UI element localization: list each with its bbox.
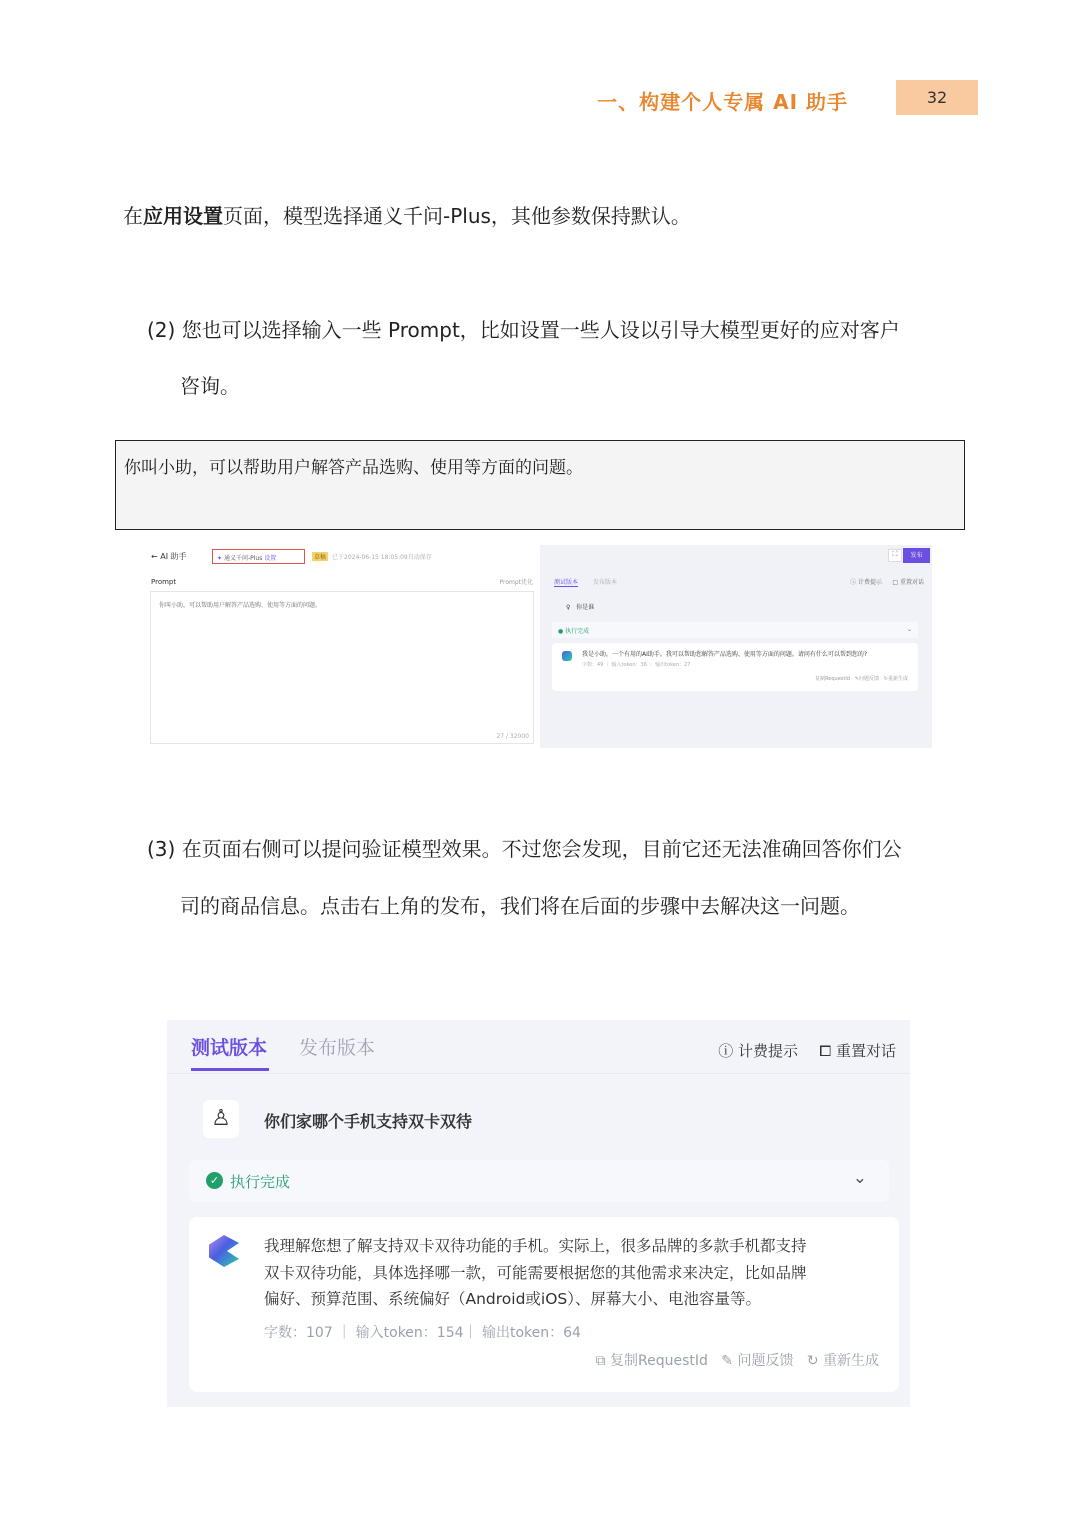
prompt-textarea[interactable]	[150, 591, 534, 744]
feedback-button[interactable]: 问题反馈	[859, 676, 880, 682]
answer-card	[189, 1217, 899, 1392]
tab-release[interactable]: 发布版本	[593, 579, 618, 586]
status-row[interactable]	[189, 1160, 889, 1202]
regen-label: 重新生成	[823, 1353, 879, 1369]
answer-text: 我是小助，一个有用的AI助手。我可以帮助您解答产品选购、使用等方面的问题。请问有什么可以帮到您的?	[582, 651, 868, 658]
app-title: AI 助手	[160, 552, 187, 561]
app-screenshot-small	[147, 545, 932, 748]
active-tab-indicator	[191, 1068, 269, 1071]
publish-button[interactable]: 发布	[903, 548, 930, 563]
paragraph-2-line1: (2) 您也可以选择输入一些 Prompt，比如设置一些人设以引导大模型更好的应对客户	[147, 318, 900, 342]
char-counter: 27 / 32000	[496, 733, 529, 740]
answer-stats: 字数：49 ｜ 输入token：36 ｜ 输出token：27	[582, 662, 691, 668]
prompt-example-box	[115, 440, 965, 530]
model-icon: ✦	[217, 555, 223, 562]
paragraph-2-line2: 咨询。	[180, 374, 240, 398]
reset-label: 重置对话	[835, 1042, 896, 1060]
text: 页面，模型选择通义千问-Plus，其他参数保持默认。	[223, 204, 691, 228]
reset-link[interactable]: □ 重置对话	[892, 579, 924, 586]
test-panel	[540, 545, 932, 748]
paragraph-3-line2: 司的商品信息。点击右上角的发布，我们将在后面的步骤中去解决这一问题。	[180, 894, 860, 918]
paragraph-1	[123, 200, 691, 229]
model-name: 通义千问-Plus	[223, 555, 263, 562]
back-title[interactable]: ← AI 助手	[151, 552, 187, 561]
reset-icon: ⧠	[819, 1042, 832, 1060]
status-text: 执行完成	[565, 628, 590, 635]
paragraph-3-line1: (3) 在页面右侧可以提问验证模型效果。不过您会发现，目前它还无法准确回答你们公	[147, 837, 902, 861]
prompt-optimize-link[interactable]: Prompt优化	[499, 579, 533, 586]
answer-stats: 字数：107 ｜ 输入token：154｜ 输出token：64	[264, 1325, 581, 1341]
tab-release[interactable]: 发布版本	[299, 1037, 376, 1059]
answer-line: 我理解您想了解支持双卡双待功能的手机。实际上，很多品牌的多款手机都支持	[264, 1237, 807, 1255]
user-question: 你们家哪个手机支持双卡双待	[264, 1112, 473, 1131]
prompt-text: 你叫小助，可以帮助用户解答产品选购、使用等方面的问题。	[124, 458, 583, 478]
billing-label: 计费提示	[737, 1042, 798, 1060]
divider	[167, 1073, 910, 1074]
billing-link[interactable]: ⓘ 计费提示	[850, 579, 882, 586]
billing-link[interactable]	[718, 1040, 798, 1061]
check-icon: ✓	[206, 1172, 223, 1189]
feedback-button[interactable]	[721, 1353, 793, 1369]
bold-text: 应用设置	[143, 204, 223, 228]
settings-link[interactable]: 设置	[264, 555, 277, 562]
answer-actions: 复制RequestId ✎问题反馈 ↻重新生成	[815, 676, 908, 682]
app-screenshot-large	[167, 1020, 910, 1407]
reset-label: 重置对话	[899, 579, 924, 586]
status-text: 执行完成	[230, 1173, 291, 1191]
info-icon: ⓘ	[718, 1042, 734, 1060]
check-icon: ●	[558, 628, 564, 635]
fullscreen-icon[interactable]: ⛶	[888, 549, 902, 562]
chevron-down-icon[interactable]: ⌄	[852, 1168, 867, 1188]
reset-link[interactable]	[819, 1040, 896, 1061]
copy-requestid-button[interactable]: 复制RequestId	[815, 676, 851, 682]
regenerate-button[interactable]	[807, 1353, 879, 1369]
prompt-panel	[147, 545, 537, 748]
answer-actions	[596, 1350, 879, 1370]
answer-card	[552, 643, 918, 691]
answer-line: 双卡双待功能，具体选择哪一款，可能需要根据您的其他需求来决定，比如品牌	[264, 1263, 807, 1282]
user-question	[566, 602, 594, 611]
input-tokens: 输入token：154	[355, 1325, 464, 1341]
assistant-logo-icon	[209, 1235, 239, 1267]
chevron-down-icon: ⌄	[906, 626, 912, 633]
feedback-label: 问题反馈	[737, 1353, 794, 1369]
model-selector[interactable]	[212, 549, 305, 564]
edit-icon: ✎	[721, 1353, 733, 1369]
autosave-text: 已于2024-06-15 18:05:09自动保存	[332, 554, 432, 561]
prompt-value: 你叫小助，可以帮助用户解答产品选购、使用等方面的问题。	[159, 602, 322, 609]
copy-requestid-button[interactable]	[596, 1353, 708, 1369]
copy-icon: ⧉	[595, 1353, 606, 1369]
output-tokens: 输出token：64	[481, 1325, 581, 1341]
refresh-icon: ↻	[806, 1353, 819, 1369]
copy-label: 复制RequestId	[610, 1353, 708, 1369]
regenerate-button[interactable]: 重新生成	[887, 676, 908, 682]
question-text: 你是谁	[576, 604, 595, 611]
assistant-logo-icon	[562, 651, 572, 661]
billing-label: 计费提示	[857, 579, 882, 586]
char-count: 字数：107	[264, 1325, 333, 1341]
tab-test[interactable]: 测试版本	[191, 1037, 268, 1059]
status-row[interactable]	[552, 622, 918, 638]
chapter-title: 一、构建个人专属 AI 助手	[597, 90, 848, 114]
text: 在	[123, 204, 143, 228]
user-icon: ♀	[566, 604, 571, 611]
tab-test[interactable]: 测试版本	[554, 579, 579, 586]
draft-badge: 草稿	[314, 554, 327, 561]
answer-text	[264, 1233, 807, 1313]
prompt-label: Prompt	[151, 578, 177, 586]
user-icon: ♙	[203, 1100, 239, 1138]
page-number: 32	[896, 80, 978, 115]
answer-line: 偏好、预算范围、系统偏好（Android或iOS）、屏幕大小、电池容量等。	[264, 1290, 762, 1308]
